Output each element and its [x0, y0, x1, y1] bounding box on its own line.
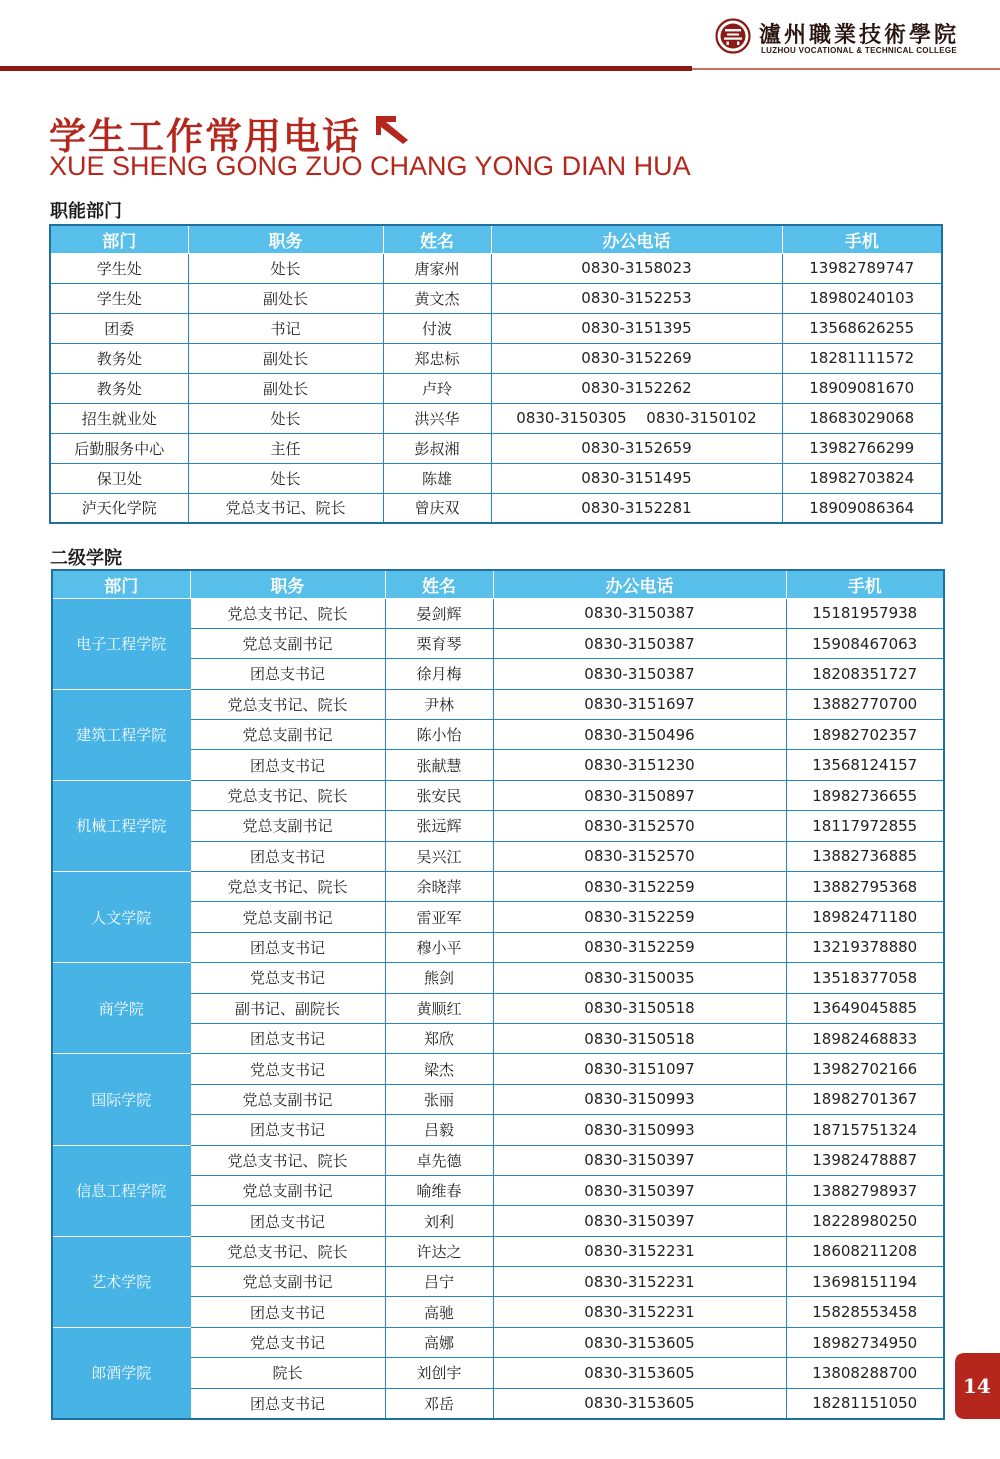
- mobile-cell: 13518377058: [786, 963, 944, 993]
- name-cell: 邓岳: [385, 1388, 493, 1418]
- table-row: [50, 343, 942, 373]
- mobile-cell: 18715751324: [786, 1115, 944, 1145]
- mobile-cell: 18117972855: [786, 811, 944, 841]
- college-name-cell: 艺术学院: [52, 1236, 190, 1327]
- role-cell: 党总支副书记: [190, 1175, 385, 1205]
- column-header-mobile: 手机: [782, 225, 942, 253]
- mobile-cell: 15828553458: [786, 1297, 944, 1327]
- name-cell: 张安民: [385, 780, 493, 810]
- column-header-mobile: 手机: [786, 570, 944, 598]
- table-row: [52, 1327, 944, 1357]
- office-phone-cell: 0830-3150387: [493, 628, 786, 658]
- mobile-cell: 18982703824: [782, 463, 942, 493]
- role-cell: 党总支书记、院长: [190, 872, 385, 902]
- table-row: [52, 1236, 944, 1266]
- office-phone-cell: 0830-3151097: [493, 1054, 786, 1084]
- role-cell: 处长: [188, 253, 383, 283]
- office-phone-cell: 0830-3152659: [491, 433, 782, 463]
- mobile-cell: 18982468833: [786, 1023, 944, 1053]
- dept-cell: 后勤服务中心: [50, 433, 188, 463]
- column-header-office-phone: 办公电话: [493, 570, 786, 598]
- name-cell: 张远辉: [385, 811, 493, 841]
- table-row: [50, 403, 942, 433]
- mobile-cell: 13808288700: [786, 1358, 944, 1388]
- name-cell: 卢玲: [383, 373, 491, 403]
- dept-cell: 团委: [50, 313, 188, 343]
- mobile-cell: 18909081670: [782, 373, 942, 403]
- mobile-cell: 18208351727: [786, 659, 944, 689]
- column-header-name: 姓名: [383, 225, 491, 253]
- mobile-cell: 18281111572: [782, 343, 942, 373]
- name-cell: 喻维春: [385, 1175, 493, 1205]
- office-phone-cell: 0830-3152259: [493, 932, 786, 962]
- mobile-cell: 13982766299: [782, 433, 942, 463]
- college-name-cell: 商学院: [52, 963, 190, 1054]
- role-cell: 团总支书记: [190, 1297, 385, 1327]
- table-row: [52, 780, 944, 810]
- office-phone-cell: 0830-3151230: [493, 750, 786, 780]
- mobile-cell: 13882770700: [786, 689, 944, 719]
- arrow-up-left-icon: [372, 113, 412, 145]
- table-row: [50, 373, 942, 403]
- dept-cell: 保卫处: [50, 463, 188, 493]
- office-phone-cell: 0830-3153605: [493, 1358, 786, 1388]
- office-phone-cell: 0830-3152570: [493, 841, 786, 871]
- name-cell: 张丽: [385, 1084, 493, 1114]
- mobile-cell: 18982736655: [786, 780, 944, 810]
- role-cell: 处长: [188, 403, 383, 433]
- dept-cell: 学生处: [50, 253, 188, 283]
- role-cell: 副书记、副院长: [190, 993, 385, 1023]
- office-phone-cell: 0830-3150035: [493, 963, 786, 993]
- name-cell: 梁杰: [385, 1054, 493, 1084]
- name-cell: 熊剑: [385, 963, 493, 993]
- functional-dept-table: [49, 224, 943, 524]
- column-header-role: 职务: [190, 570, 385, 598]
- mobile-cell: 18982702357: [786, 720, 944, 750]
- name-cell: 吴兴江: [385, 841, 493, 871]
- office-phone-cell: 0830-3152259: [493, 902, 786, 932]
- name-cell: 郑忠标: [383, 343, 491, 373]
- name-cell: 黄顺红: [385, 993, 493, 1023]
- column-header-dept: 部门: [50, 225, 188, 253]
- mobile-cell: 18909086364: [782, 493, 942, 523]
- mobile-cell: 18982701367: [786, 1084, 944, 1114]
- name-cell: 郑欣: [385, 1023, 493, 1053]
- column-header-dept: 部门: [52, 570, 190, 598]
- header-rule-thin: [692, 68, 1000, 70]
- office-phone-cell: 0830-3153605: [493, 1327, 786, 1357]
- role-cell: 处长: [188, 463, 383, 493]
- role-cell: 团总支书记: [190, 1023, 385, 1053]
- mobile-cell: 13982478887: [786, 1145, 944, 1175]
- role-cell: 院长: [190, 1358, 385, 1388]
- mobile-cell: 18980240103: [782, 283, 942, 313]
- role-cell: 副处长: [188, 373, 383, 403]
- table-row: [52, 872, 944, 902]
- name-cell: 陈小怡: [385, 720, 493, 750]
- table-row: [52, 1054, 944, 1084]
- mobile-cell: 13568124157: [786, 750, 944, 780]
- name-cell: 许达之: [385, 1236, 493, 1266]
- role-cell: 党总支副书记: [190, 902, 385, 932]
- office-phone-cell: [491, 403, 782, 433]
- role-cell: 副处长: [188, 283, 383, 313]
- role-cell: 团总支书记: [190, 1115, 385, 1145]
- mobile-cell: 13882795368: [786, 872, 944, 902]
- office-phone-cell: 0830-3150397: [493, 1206, 786, 1236]
- role-cell: 副处长: [188, 343, 383, 373]
- table-row: [52, 963, 944, 993]
- role-cell: 党总支书记、院长: [190, 598, 385, 628]
- office-phone-cell: 0830-3150518: [493, 993, 786, 1023]
- name-cell: 穆小平: [385, 932, 493, 962]
- office-phone-cell: 0830-3150897: [493, 780, 786, 810]
- name-cell: 吕宁: [385, 1267, 493, 1297]
- name-cell: 刘创宇: [385, 1358, 493, 1388]
- dept-cell: 泸天化学院: [50, 493, 188, 523]
- page-title: 学生工作常用电话: [49, 115, 361, 158]
- office-phone-cell: 0830-3150397: [493, 1145, 786, 1175]
- mobile-cell: 13568626255: [782, 313, 942, 343]
- mobile-cell: 13982702166: [786, 1054, 944, 1084]
- role-cell: 党总支副书记: [190, 811, 385, 841]
- office-phone-cell: 0830-3150518: [493, 1023, 786, 1053]
- office-phone-cell: 0830-3150993: [493, 1084, 786, 1114]
- office-phone-2: 0830-3150102: [646, 409, 757, 427]
- name-cell: 吕毅: [385, 1115, 493, 1145]
- table-header-row: [52, 570, 944, 598]
- role-cell: 党总支书记、院长: [190, 689, 385, 719]
- office-phone-cell: 0830-3151697: [493, 689, 786, 719]
- office-phone-cell: 0830-3152570: [493, 811, 786, 841]
- role-cell: 团总支书记: [190, 932, 385, 962]
- role-cell: 党总支副书记: [190, 720, 385, 750]
- column-header-role: 职务: [188, 225, 383, 253]
- name-cell: 陈雄: [383, 463, 491, 493]
- column-header-office-phone: 办公电话: [491, 225, 782, 253]
- mobile-cell: 13882798937: [786, 1175, 944, 1205]
- office-phone-cell: 0830-3152281: [491, 493, 782, 523]
- office-phone-cell: 0830-3152269: [491, 343, 782, 373]
- column-header-name: 姓名: [385, 570, 493, 598]
- mobile-cell: 18608211208: [786, 1236, 944, 1266]
- office-phone-1: 0830-3150305: [516, 409, 627, 427]
- dept-cell: 招生就业处: [50, 403, 188, 433]
- office-phone-cell: 0830-3152231: [493, 1297, 786, 1327]
- mobile-cell: 18982734950: [786, 1327, 944, 1357]
- college-name-cell: 电子工程学院: [52, 598, 190, 689]
- role-cell: 主任: [188, 433, 383, 463]
- table-row: [52, 598, 944, 628]
- name-cell: 付波: [383, 313, 491, 343]
- name-cell: 曾庆双: [383, 493, 491, 523]
- page-subtitle-pinyin: XUE SHENG GONG ZUO CHANG YONG DIAN HUA: [49, 151, 691, 181]
- role-cell: 党总支书记、院长: [190, 1236, 385, 1266]
- role-cell: 党总支书记: [190, 1327, 385, 1357]
- name-cell: 洪兴华: [383, 403, 491, 433]
- office-phone-cell: 0830-3152231: [493, 1236, 786, 1266]
- dept-cell: 学生处: [50, 283, 188, 313]
- role-cell: 党总支书记: [190, 1054, 385, 1084]
- name-cell: 彭叔湘: [383, 433, 491, 463]
- office-phone-cell: 0830-3150496: [493, 720, 786, 750]
- name-cell: 高娜: [385, 1327, 493, 1357]
- dept-cell: 教务处: [50, 373, 188, 403]
- name-cell: 卓先德: [385, 1145, 493, 1175]
- mobile-cell: 15908467063: [786, 628, 944, 658]
- office-phone-cell: 0830-3152262: [491, 373, 782, 403]
- name-cell: 尹林: [385, 689, 493, 719]
- college-name-cell: 机械工程学院: [52, 780, 190, 871]
- table-row: [52, 1145, 944, 1175]
- office-phone-cell: 0830-3150397: [493, 1175, 786, 1205]
- role-cell: 团总支书记: [190, 750, 385, 780]
- mobile-cell: 18228980250: [786, 1206, 944, 1236]
- college-name-cell: 人文学院: [52, 872, 190, 963]
- college-name-cell: 国际学院: [52, 1054, 190, 1145]
- name-cell: 晏剑辉: [385, 598, 493, 628]
- office-phone-cell: 0830-3152253: [491, 283, 782, 313]
- office-phone-cell: 0830-3151495: [491, 463, 782, 493]
- school-name-en: LUZHOU VOCATIONAL & TECHNICAL COLLEGE: [761, 46, 957, 55]
- office-phone-cell: 0830-3150993: [493, 1115, 786, 1145]
- mobile-cell: 18281151050: [786, 1388, 944, 1418]
- mobile-cell: 18683029068: [782, 403, 942, 433]
- mobile-cell: 13698151194: [786, 1267, 944, 1297]
- office-phone-cell: 0830-3153605: [493, 1388, 786, 1418]
- name-cell: 高驰: [385, 1297, 493, 1327]
- college-name-cell: 郎酒学院: [52, 1327, 190, 1418]
- college-name-cell: 建筑工程学院: [52, 689, 190, 780]
- role-cell: 团总支书记: [190, 1206, 385, 1236]
- name-cell: 雷亚军: [385, 902, 493, 932]
- table-row: [50, 463, 942, 493]
- name-cell: 张献慧: [385, 750, 493, 780]
- college-table: [51, 569, 945, 1420]
- table-header-row: [50, 225, 942, 253]
- page-number: 14: [963, 1374, 991, 1398]
- section-heading-functional: 职能部门: [50, 201, 122, 222]
- role-cell: 党总支书记、院长: [188, 493, 383, 523]
- mobile-cell: 13882736885: [786, 841, 944, 871]
- role-cell: 团总支书记: [190, 841, 385, 871]
- name-cell: 黄文杰: [383, 283, 491, 313]
- role-cell: 党总支书记: [190, 963, 385, 993]
- role-cell: 团总支书记: [190, 1388, 385, 1418]
- table-row: [50, 313, 942, 343]
- section-heading-colleges: 二级学院: [50, 548, 122, 569]
- table-row: [52, 689, 944, 719]
- table-row: [50, 433, 942, 463]
- office-phone-cell: 0830-3151395: [491, 313, 782, 343]
- office-phone-cell: 0830-3158023: [491, 253, 782, 283]
- office-phone-cell: 0830-3152259: [493, 872, 786, 902]
- mobile-cell: 13982789747: [782, 253, 942, 283]
- name-cell: 徐月梅: [385, 659, 493, 689]
- mobile-cell: 13649045885: [786, 993, 944, 1023]
- role-cell: 党总支副书记: [190, 1084, 385, 1114]
- dept-cell: 教务处: [50, 343, 188, 373]
- name-cell: 刘利: [385, 1206, 493, 1236]
- role-cell: 党总支副书记: [190, 1267, 385, 1297]
- role-cell: 党总支书记、院长: [190, 780, 385, 810]
- name-cell: 余晓萍: [385, 872, 493, 902]
- role-cell: 团总支书记: [190, 659, 385, 689]
- name-cell: 唐家州: [383, 253, 491, 283]
- mobile-cell: 18982471180: [786, 902, 944, 932]
- role-cell: 书记: [188, 313, 383, 343]
- school-name-cn: 瀘州職業技術學院: [759, 22, 960, 48]
- table-row: [50, 493, 942, 523]
- table-row: [50, 253, 942, 283]
- table-row: [50, 283, 942, 313]
- school-logo: [715, 18, 985, 60]
- role-cell: 党总支书记、院长: [190, 1145, 385, 1175]
- header-rule: [0, 66, 692, 71]
- office-phone-cell: 0830-3150387: [493, 659, 786, 689]
- name-cell: 栗育琴: [385, 628, 493, 658]
- office-phone-cell: 0830-3152231: [493, 1267, 786, 1297]
- role-cell: 党总支副书记: [190, 628, 385, 658]
- office-phone-cell: 0830-3150387: [493, 598, 786, 628]
- mobile-cell: 15181957938: [786, 598, 944, 628]
- school-seal-icon: [715, 18, 751, 54]
- college-name-cell: 信息工程学院: [52, 1145, 190, 1236]
- mobile-cell: 13219378880: [786, 932, 944, 962]
